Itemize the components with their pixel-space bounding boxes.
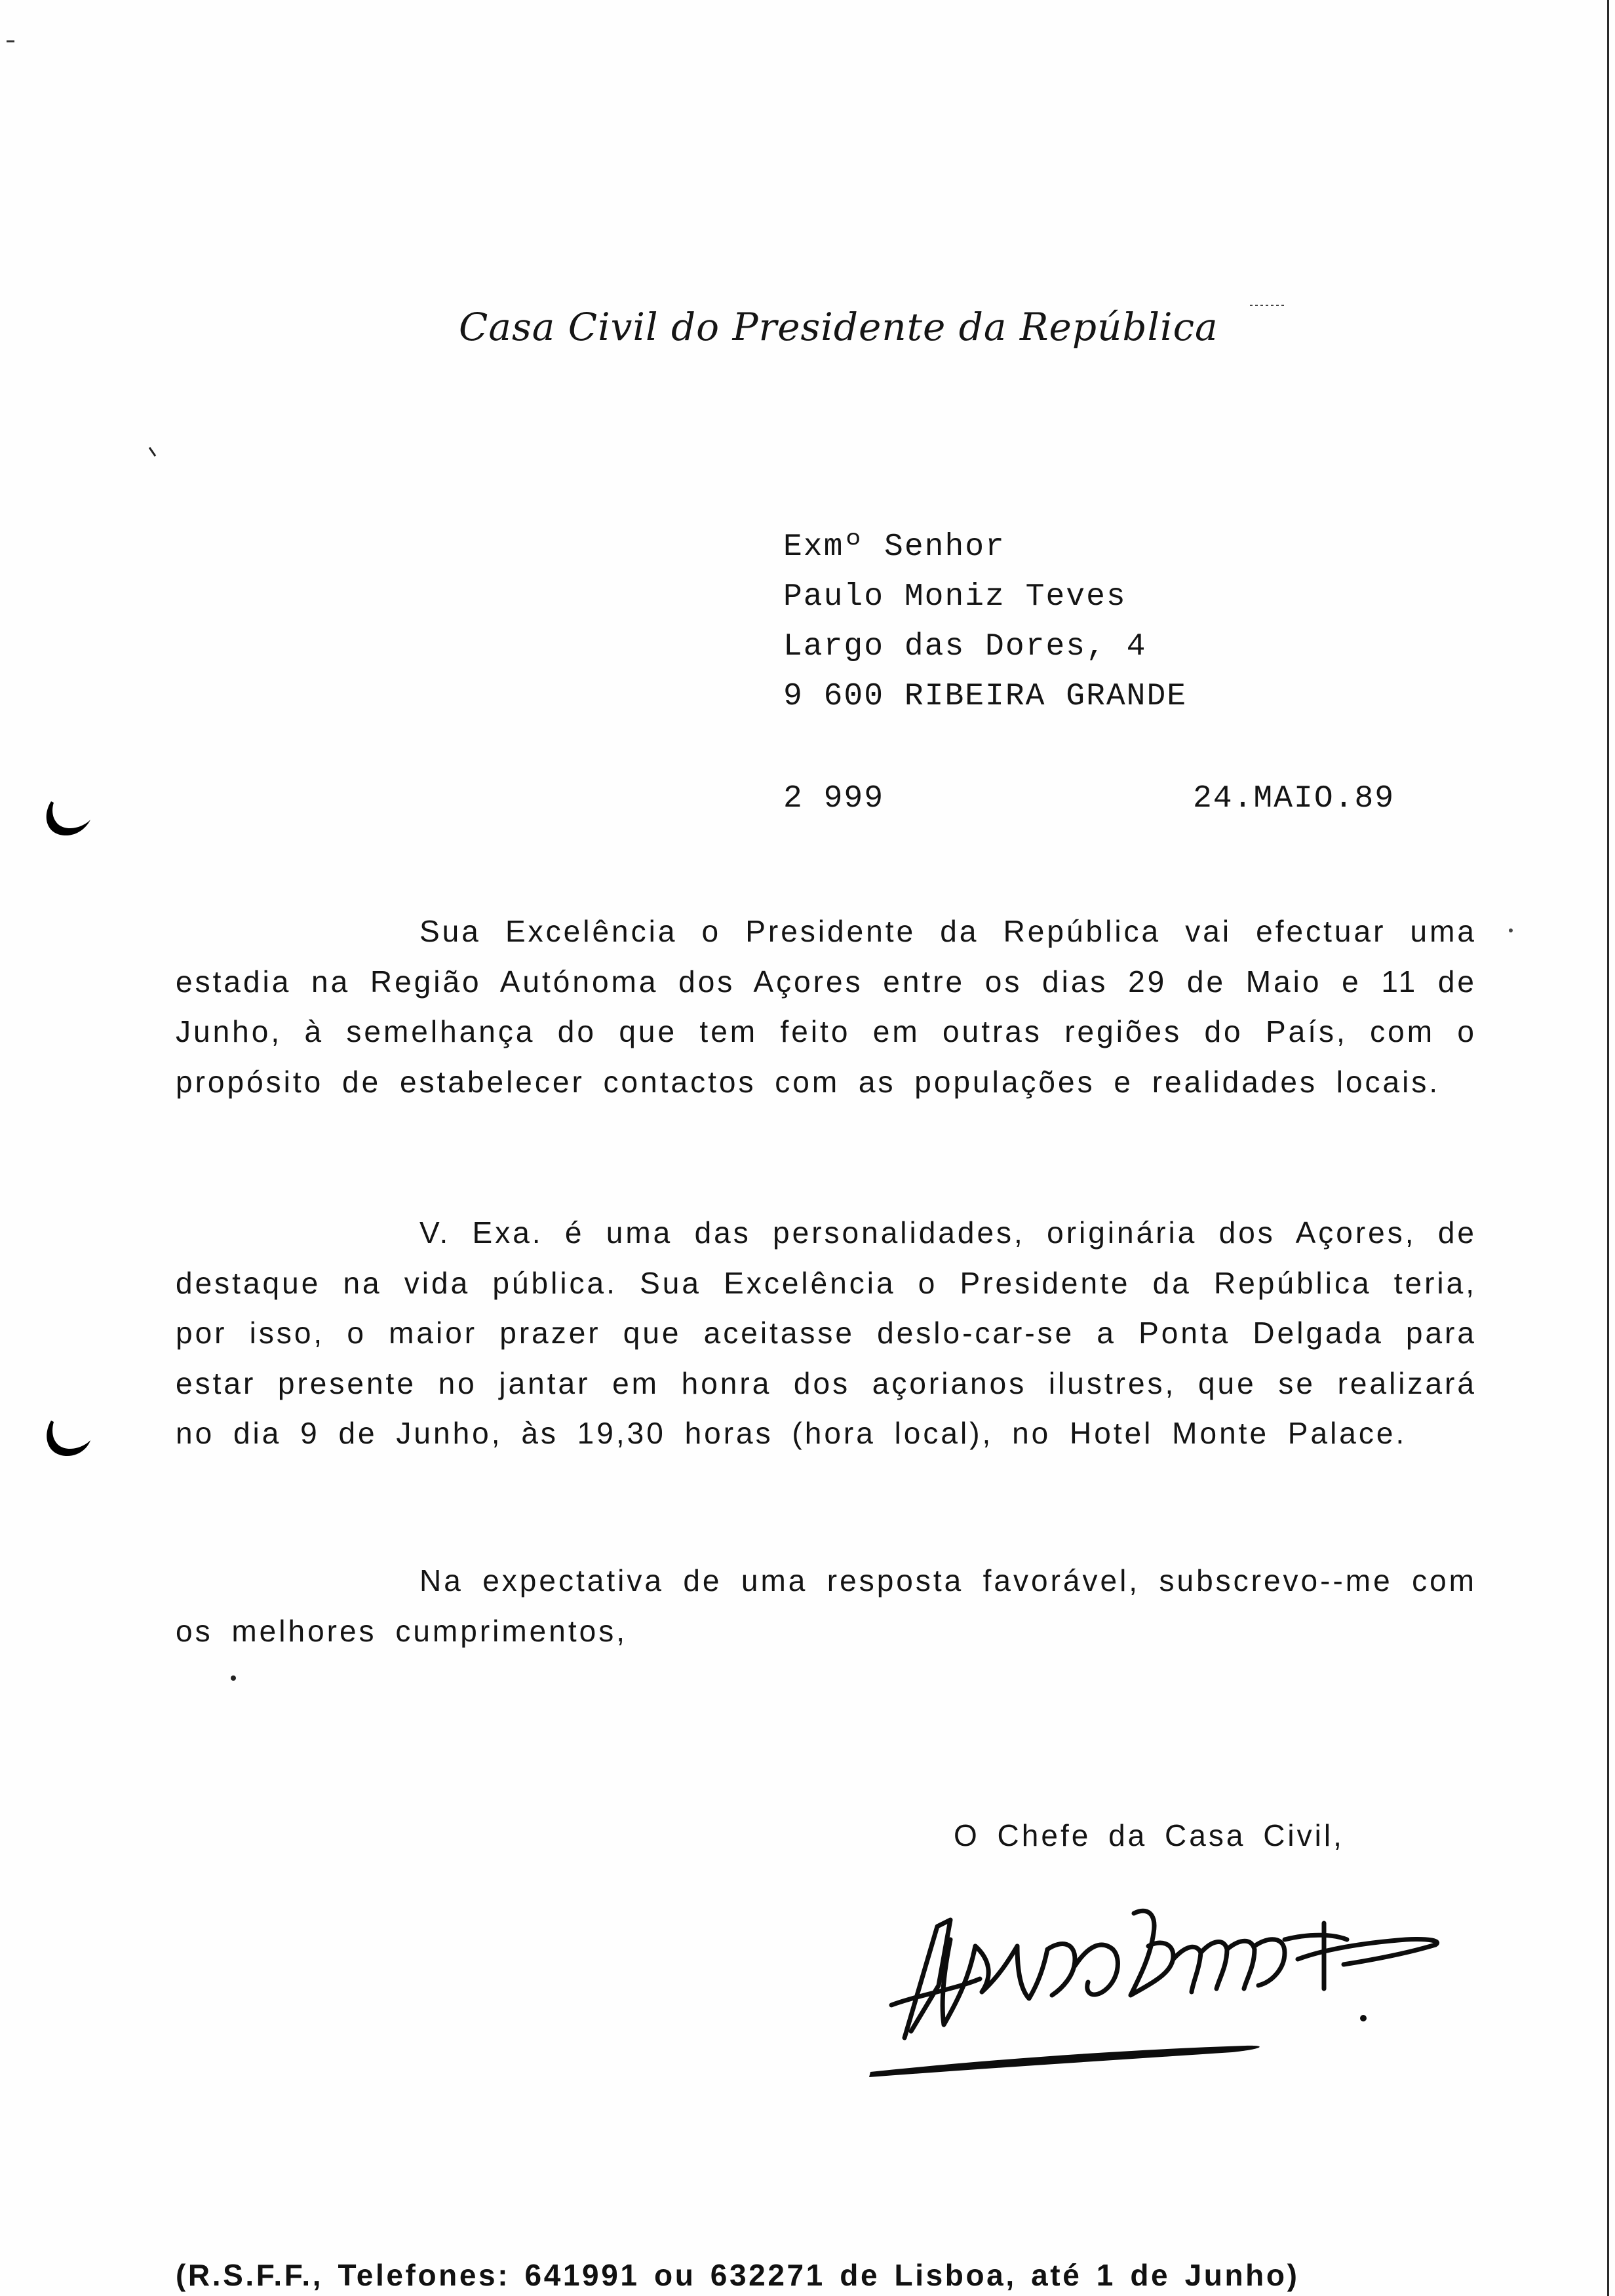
body-paragraph-1: Sua Excelência o Presidente da República vai efectuar uma estadia na Região Autónoma dos Açores entre os dias 29 de Maio e 11 de Junho, à semelhança do que tem feito em outras regiões do País, com o propósito de estabelecer contactos com as populações e realidades locais. xyxy=(176,914,1477,1099)
letter-date: 24.MAIO.89 xyxy=(1193,781,1395,816)
closing-title: O Chefe da Casa Civil, xyxy=(954,1818,1344,1852)
punch-hole-mark-upper xyxy=(39,796,93,842)
recipient-name: Paulo Moniz Teves xyxy=(783,579,1127,615)
recipient-city: 9 600 RIBEIRA GRANDE xyxy=(783,679,1188,714)
scan-speck xyxy=(1508,927,1514,934)
page-edge-line xyxy=(1607,0,1609,2296)
scan-speck xyxy=(1249,301,1285,309)
scan-speck xyxy=(147,446,158,459)
recipient-street: Largo das Dores, 4 xyxy=(783,629,1147,664)
scan-speck xyxy=(229,1674,237,1682)
reference-number: 2 999 xyxy=(783,781,885,816)
body-paragraph-3: Na expectativa de uma resposta favorável, subscrevo--me com os melhores cumprimentos, xyxy=(176,1563,1477,1648)
recipient-salutation: Exmº Senhor xyxy=(783,529,1005,565)
body-paragraph-2: V. Exa. é uma das personalidades, originária dos Açores, de destaque na vida pública. Sua Excelência o Presidente da República teria, por isso, o maior prazer que aceitasse deslo-car-se a Ponta Delgada para estar presente no jantar em honra dos açorianos ilustres, que se realizará no dia 9 de Junho, às 19,30 horas (hora local), no Hotel Monte Palace. xyxy=(176,1215,1477,1450)
punch-hole-mark-lower xyxy=(39,1415,93,1463)
letterhead-title: Casa Civil do Presidente da República xyxy=(459,305,1218,349)
footer-contact-note: (R.S.F.F., Telefones: 641991 ou 632271 de Lisboa, até 1 de Junho) xyxy=(176,2258,1300,2292)
handwritten-signature xyxy=(865,1861,1468,2084)
scan-speck xyxy=(5,38,16,45)
